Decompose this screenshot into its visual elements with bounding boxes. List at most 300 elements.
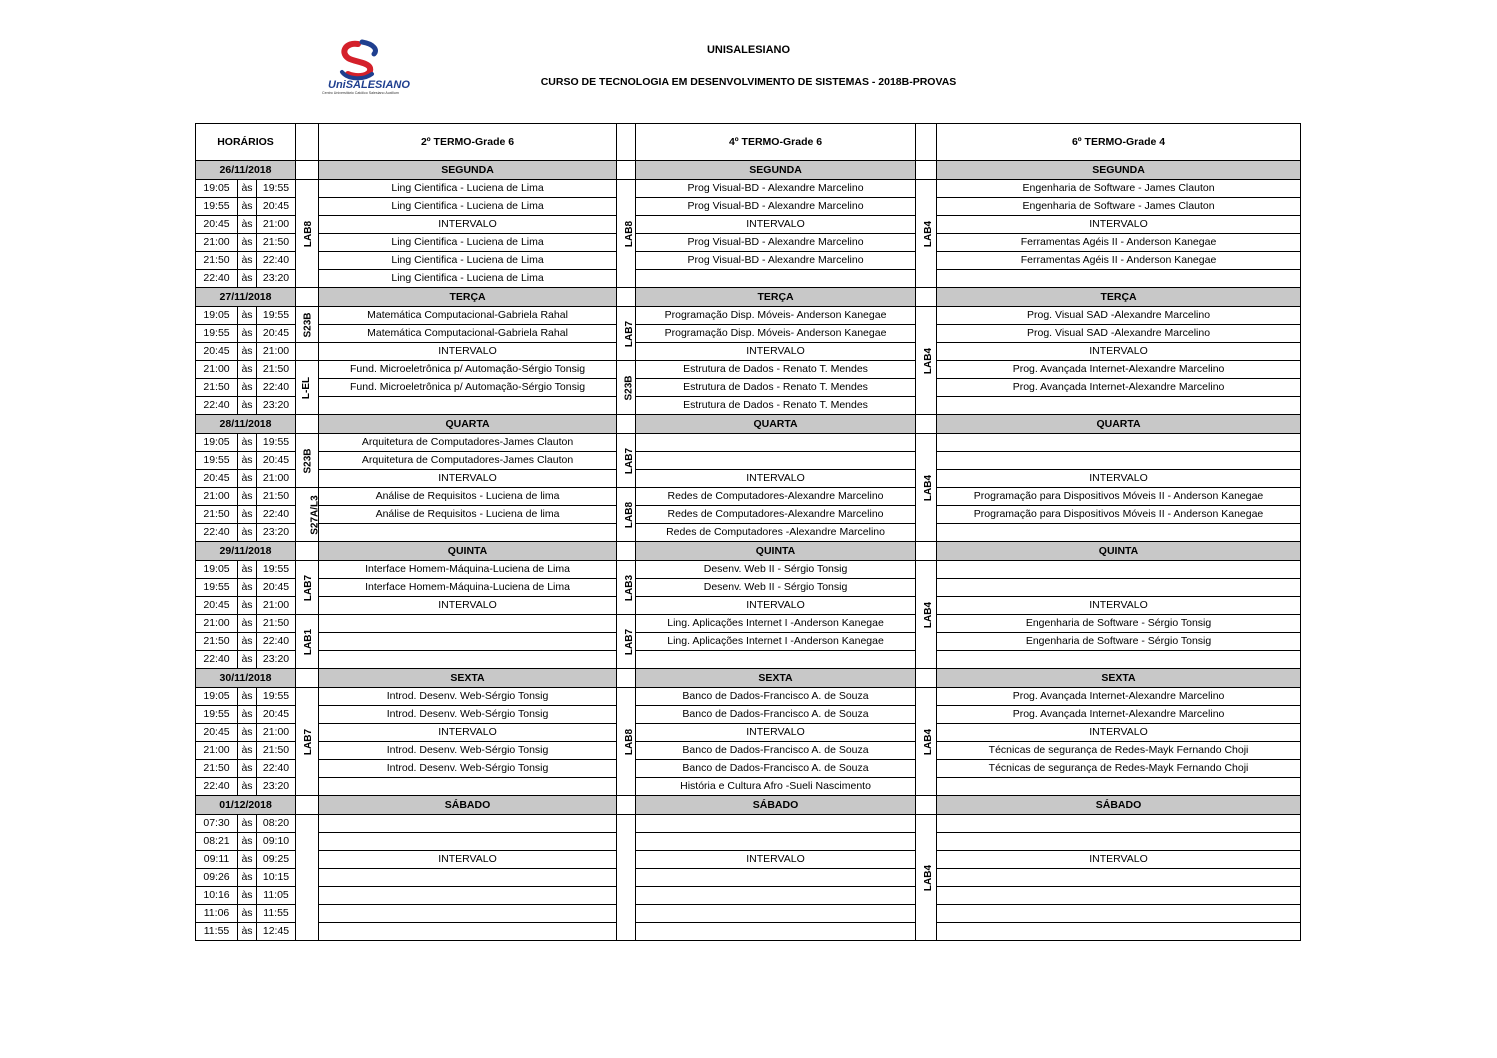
time-end: 23:20 — [257, 270, 296, 288]
exam-cell-t2: Ling Cientifica - Luciena de Lima — [319, 270, 617, 288]
exam-cell-t6: Técnicas de segurança de Redes-Mayk Fernando Choji — [937, 760, 1301, 778]
time-sep: às — [238, 688, 257, 706]
time-start: 22:40 — [196, 397, 238, 415]
room-cell — [296, 361, 319, 415]
time-sep: às — [238, 851, 257, 869]
room-cell — [296, 307, 319, 343]
time-sep: às — [238, 742, 257, 760]
exam-cell-t2: Arquitetura de Computadores-James Clauton — [319, 452, 617, 470]
exam-cell-t6: Programação para Dispositivos Móveis II - Anderson Kanegae — [937, 506, 1301, 524]
exam-cell-t6: INTERVALO — [937, 216, 1301, 234]
exam-cell-t4 — [636, 651, 916, 669]
time-sep: às — [238, 615, 257, 633]
time-sep: às — [238, 524, 257, 542]
exam-cell-t2 — [319, 923, 617, 941]
exam-cell-t2: Introd. Desenv. Web-Sérgio Tonsig — [319, 742, 617, 760]
room-spacer — [296, 415, 319, 434]
day-name-t6: QUINTA — [937, 542, 1301, 561]
room-label: LAB8 — [624, 220, 636, 248]
time-sep: às — [238, 869, 257, 887]
time-start: 19:55 — [196, 325, 238, 343]
time-start: 10:16 — [196, 887, 238, 905]
room-spacer — [916, 796, 937, 815]
day-date: 30/11/2018 — [196, 669, 296, 688]
exam-cell-t2: Arquitetura de Computadores-James Clauton — [319, 434, 617, 452]
room-cell — [617, 488, 636, 542]
exam-cell-t4: Estrutura de Dados - Renato T. Mendes — [636, 379, 916, 397]
exam-cell-t6: Engenharia de Software - James Clauton — [937, 198, 1301, 216]
time-end: 23:20 — [257, 778, 296, 796]
day-name-t2: TERÇA — [319, 288, 617, 307]
exam-cell-t4: História e Cultura Afro -Sueli Nascimento — [636, 778, 916, 796]
exam-cell-t2: Ling Cientifica - Luciena de Lima — [319, 252, 617, 270]
exam-cell-t4 — [636, 270, 916, 288]
room-cell — [296, 615, 319, 669]
time-end: 20:45 — [257, 706, 296, 724]
exam-cell-t6 — [937, 561, 1301, 579]
room-spacer — [296, 542, 319, 561]
time-start: 20:45 — [196, 470, 238, 488]
exam-cell-t6 — [937, 397, 1301, 415]
exam-cell-t6 — [937, 579, 1301, 597]
room-cell — [617, 688, 636, 796]
day-name-t2: SÁBADO — [319, 796, 617, 815]
time-end: 22:40 — [257, 252, 296, 270]
day-date: 29/11/2018 — [196, 542, 296, 561]
exam-cell-t2: Introd. Desenv. Web-Sérgio Tonsig — [319, 688, 617, 706]
exam-cell-t6: Técnicas de segurança de Redes-Mayk Fernando Choji — [937, 742, 1301, 760]
room-cell — [617, 815, 636, 941]
day-name-t4: QUINTA — [636, 542, 916, 561]
time-sep: às — [238, 633, 257, 651]
exam-cell-t6: INTERVALO — [937, 470, 1301, 488]
exam-cell-t4: Prog Visual-BD - Alexandre Marcelino — [636, 198, 916, 216]
room-cell — [617, 180, 636, 288]
exam-cell-t6: Prog. Avançada Internet-Alexandre Marcelino — [937, 379, 1301, 397]
t2-header: 2º TERMO-Grade 6 — [319, 124, 617, 161]
time-end: 22:40 — [257, 506, 296, 524]
time-end: 09:10 — [257, 833, 296, 851]
time-start: 21:50 — [196, 760, 238, 778]
exam-cell-t2: INTERVALO — [319, 851, 617, 869]
time-sep: às — [238, 434, 257, 452]
exam-cell-t4: INTERVALO — [636, 343, 916, 361]
time-start: 19:55 — [196, 452, 238, 470]
time-end: 22:40 — [257, 633, 296, 651]
exam-cell-t6: Engenharia de Software - Sérgio Tonsig — [937, 615, 1301, 633]
exam-cell-t2: Introd. Desenv. Web-Sérgio Tonsig — [319, 706, 617, 724]
time-start: 21:00 — [196, 488, 238, 506]
room-spacer — [296, 288, 319, 307]
exam-cell-t4: Desenv. Web II - Sérgio Tonsig — [636, 579, 916, 597]
exam-cell-t4: Ling. Aplicações Internet I -Anderson Kanegae — [636, 633, 916, 651]
time-start: 08:21 — [196, 833, 238, 851]
room-cell — [617, 434, 636, 488]
exam-cell-t2: Matemática Computacional-Gabriela Rahal — [319, 325, 617, 343]
time-end: 23:20 — [257, 524, 296, 542]
time-start: 11:06 — [196, 905, 238, 923]
exam-cell-t6: INTERVALO — [937, 343, 1301, 361]
exam-cell-t2: INTERVALO — [319, 597, 617, 615]
time-end: 11:55 — [257, 905, 296, 923]
room-cell — [916, 688, 937, 796]
exam-cell-t4: Desenv. Web II - Sérgio Tonsig — [636, 561, 916, 579]
exam-cell-t6 — [937, 452, 1301, 470]
day-name-t4: SEGUNDA — [636, 161, 916, 180]
time-start: 19:55 — [196, 579, 238, 597]
time-start: 22:40 — [196, 270, 238, 288]
exam-cell-t2 — [319, 615, 617, 633]
exam-cell-t2 — [319, 905, 617, 923]
exam-cell-t4 — [636, 815, 916, 833]
time-sep: às — [238, 651, 257, 669]
exam-cell-t2: Análise de Requisitos - Luciena de lima — [319, 506, 617, 524]
exam-cell-t4 — [636, 887, 916, 905]
time-end: 19:55 — [257, 688, 296, 706]
room-cell — [916, 561, 937, 669]
exam-cell-t2: INTERVALO — [319, 343, 617, 361]
exam-cell-t4: Banco de Dados-Francisco A. de Souza — [636, 760, 916, 778]
time-sep: às — [238, 778, 257, 796]
exam-cell-t4: Redes de Computadores-Alexandre Marcelino — [636, 488, 916, 506]
exam-cell-t6: Prog. Visual SAD -Alexandre Marcelino — [937, 325, 1301, 343]
time-end: 21:00 — [257, 343, 296, 361]
time-sep: às — [238, 270, 257, 288]
room-label: S27A/L3 — [309, 495, 321, 535]
room-cell — [296, 434, 319, 488]
exam-cell-t4: Banco de Dados-Francisco A. de Souza — [636, 688, 916, 706]
exam-cell-t2: INTERVALO — [319, 470, 617, 488]
time-end: 21:00 — [257, 470, 296, 488]
time-end: 19:55 — [257, 180, 296, 198]
room-spacer — [296, 796, 319, 815]
exam-cell-t2: INTERVALO — [319, 216, 617, 234]
day-name-t2: QUARTA — [319, 415, 617, 434]
room-cell — [296, 561, 319, 615]
time-end: 21:00 — [257, 724, 296, 742]
time-start: 21:50 — [196, 506, 238, 524]
exam-cell-t4 — [636, 923, 916, 941]
time-end: 19:55 — [257, 434, 296, 452]
time-sep: às — [238, 234, 257, 252]
exam-cell-t6: Engenharia de Software - Sérgio Tonsig — [937, 633, 1301, 651]
exam-cell-t4 — [636, 833, 916, 851]
exam-cell-t4: INTERVALO — [636, 724, 916, 742]
time-end: 21:00 — [257, 216, 296, 234]
time-start: 22:40 — [196, 524, 238, 542]
exam-cell-t6 — [937, 833, 1301, 851]
day-name-t4: QUARTA — [636, 415, 916, 434]
time-end: 21:50 — [257, 361, 296, 379]
time-start: 21:00 — [196, 615, 238, 633]
room-label: LAB7 — [303, 574, 315, 602]
exam-cell-t6: Programação para Dispositivos Móveis II - Anderson Kanegae — [937, 488, 1301, 506]
t4-header: 4º TERMO-Grade 6 — [636, 124, 916, 161]
room-cell — [296, 488, 319, 542]
time-sep: às — [238, 579, 257, 597]
time-start: 09:26 — [196, 869, 238, 887]
exam-cell-t2 — [319, 633, 617, 651]
exam-cell-t4: Prog Visual-BD - Alexandre Marcelino — [636, 252, 916, 270]
exam-cell-t6: Ferramentas Agéis II - Anderson Kanegae — [937, 252, 1301, 270]
day-date: 26/11/2018 — [196, 161, 296, 180]
exam-cell-t4: Banco de Dados-Francisco A. de Souza — [636, 742, 916, 760]
time-start: 20:45 — [196, 724, 238, 742]
day-name-t6: SEGUNDA — [937, 161, 1301, 180]
room-label: LAB4 — [923, 347, 935, 375]
time-sep: às — [238, 252, 257, 270]
room-label: LAB8 — [624, 728, 636, 756]
room-cell — [916, 815, 937, 941]
exam-cell-t6 — [937, 270, 1301, 288]
exam-cell-t6 — [937, 778, 1301, 796]
time-sep: às — [238, 307, 257, 325]
exam-cell-t4: INTERVALO — [636, 597, 916, 615]
time-end: 22:40 — [257, 760, 296, 778]
exam-cell-t4 — [636, 434, 916, 452]
time-end: 19:55 — [257, 561, 296, 579]
room-label: LAB4 — [923, 601, 935, 629]
room-label: LAB7 — [624, 320, 636, 348]
exam-cell-t4 — [636, 452, 916, 470]
room-cell — [916, 307, 937, 415]
day-name-t4: SEXTA — [636, 669, 916, 688]
room-label: LAB8 — [303, 220, 315, 248]
room-header-t4 — [617, 124, 636, 161]
time-start: 21:50 — [196, 252, 238, 270]
day-name-t4: SÁBADO — [636, 796, 916, 815]
day-date: 27/11/2018 — [196, 288, 296, 307]
time-start: 20:45 — [196, 597, 238, 615]
exam-cell-t6 — [937, 869, 1301, 887]
time-start: 19:05 — [196, 434, 238, 452]
day-name-t6: QUARTA — [937, 415, 1301, 434]
room-spacer — [916, 288, 937, 307]
day-name-t2: QUINTA — [319, 542, 617, 561]
time-end: 10:15 — [257, 869, 296, 887]
room-cell — [617, 615, 636, 669]
time-end: 20:45 — [257, 579, 296, 597]
time-start: 09:11 — [196, 851, 238, 869]
svg-text:UniSALESIANO: UniSALESIANO — [328, 79, 410, 91]
time-end: 19:55 — [257, 307, 296, 325]
time-sep: às — [238, 760, 257, 778]
room-spacer — [617, 669, 636, 688]
time-sep: às — [238, 180, 257, 198]
exam-cell-t4: Ling. Aplicações Internet I -Anderson Kanegae — [636, 615, 916, 633]
room-cell — [617, 307, 636, 361]
time-end: 11:05 — [257, 887, 296, 905]
time-start: 22:40 — [196, 651, 238, 669]
room-label: S23B — [623, 375, 635, 401]
room-spacer — [617, 415, 636, 434]
exam-cell-t6 — [937, 887, 1301, 905]
exam-cell-t2: Introd. Desenv. Web-Sérgio Tonsig — [319, 760, 617, 778]
time-start: 07:30 — [196, 815, 238, 833]
time-sep: às — [238, 379, 257, 397]
time-start: 19:05 — [196, 688, 238, 706]
exam-schedule-table — [195, 123, 1301, 941]
exam-cell-t4: Programação Disp. Móveis- Anderson Kanegae — [636, 307, 916, 325]
room-cell — [617, 361, 636, 415]
exam-cell-t4: INTERVALO — [636, 216, 916, 234]
room-cell — [296, 688, 319, 796]
time-sep: às — [238, 488, 257, 506]
room-spacer — [296, 669, 319, 688]
exam-cell-t2 — [319, 815, 617, 833]
time-end: 22:40 — [257, 379, 296, 397]
time-end: 09:25 — [257, 851, 296, 869]
day-date: 01/12/2018 — [196, 796, 296, 815]
exam-cell-t2: Ling Cientifica - Luciena de Lima — [319, 198, 617, 216]
time-sep: às — [238, 361, 257, 379]
time-sep: às — [238, 905, 257, 923]
time-sep: às — [238, 724, 257, 742]
exam-cell-t2 — [319, 869, 617, 887]
exam-cell-t4 — [636, 869, 916, 887]
room-label: S23B — [302, 312, 314, 338]
room-cell — [916, 180, 937, 288]
day-name-t6: SEXTA — [937, 669, 1301, 688]
exam-cell-t6 — [937, 524, 1301, 542]
room-label: LAB1 — [303, 628, 315, 656]
room-spacer — [916, 669, 937, 688]
exam-cell-t6: Prog. Avançada Internet-Alexandre Marcelino — [937, 706, 1301, 724]
time-sep: às — [238, 198, 257, 216]
room-cell — [296, 343, 319, 361]
exam-cell-t2: Interface Homem-Máquina-Luciena de Lima — [319, 561, 617, 579]
time-sep: às — [238, 561, 257, 579]
time-start: 21:00 — [196, 361, 238, 379]
time-start: 21:50 — [196, 379, 238, 397]
time-start: 19:55 — [196, 198, 238, 216]
room-label: L-EL — [301, 376, 313, 400]
exam-cell-t4: Banco de Dados-Francisco A. de Souza — [636, 706, 916, 724]
institution-title: UNISALESIANO — [706, 44, 791, 56]
room-header-t6 — [916, 124, 937, 161]
exam-cell-t6: INTERVALO — [937, 851, 1301, 869]
time-sep: às — [238, 452, 257, 470]
exam-cell-t6 — [937, 434, 1301, 452]
room-cell — [916, 434, 937, 542]
time-end: 21:50 — [257, 234, 296, 252]
times-header: HORÁRIOS — [196, 124, 296, 161]
exam-cell-t4: Estrutura de Dados - Renato T. Mendes — [636, 361, 916, 379]
t6-header: 6º TERMO-Grade 4 — [937, 124, 1301, 161]
time-end: 20:45 — [257, 452, 296, 470]
exam-cell-t4: INTERVALO — [636, 470, 916, 488]
exam-cell-t4: Estrutura de Dados - Renato T. Mendes — [636, 397, 916, 415]
room-spacer — [617, 161, 636, 180]
svg-text:Centro Universitário Católico: Centro Universitário Católico Salesiano Auxilium — [322, 91, 399, 95]
room-label: LAB4 — [923, 864, 935, 892]
room-spacer — [617, 288, 636, 307]
exam-cell-t6: Ferramentas Agéis II - Anderson Kanegae — [937, 234, 1301, 252]
exam-cell-t4: Prog Visual-BD - Alexandre Marcelino — [636, 180, 916, 198]
exam-cell-t2: Fund. Microeletrônica p/ Automação-Sérgio Tonsig — [319, 379, 617, 397]
room-header-t2 — [296, 124, 319, 161]
exam-cell-t2 — [319, 887, 617, 905]
time-start: 22:40 — [196, 778, 238, 796]
room-label: LAB4 — [923, 474, 935, 502]
exam-cell-t2 — [319, 778, 617, 796]
exam-cell-t2 — [319, 651, 617, 669]
time-start: 19:05 — [196, 561, 238, 579]
exam-cell-t2 — [319, 397, 617, 415]
exam-cell-t2: Análise de Requisitos - Luciena de lima — [319, 488, 617, 506]
exam-cell-t6: Engenharia de Software - James Clauton — [937, 180, 1301, 198]
time-sep: às — [238, 833, 257, 851]
exam-cell-t2: Ling Cientifica - Luciena de Lima — [319, 180, 617, 198]
time-end: 21:50 — [257, 615, 296, 633]
time-start: 19:05 — [196, 180, 238, 198]
exam-cell-t6 — [937, 651, 1301, 669]
time-sep: às — [238, 887, 257, 905]
time-start: 20:45 — [196, 343, 238, 361]
exam-cell-t4: INTERVALO — [636, 851, 916, 869]
exam-cell-t6: INTERVALO — [937, 597, 1301, 615]
room-spacer — [617, 796, 636, 815]
room-spacer — [296, 161, 319, 180]
day-date: 28/11/2018 — [196, 415, 296, 434]
time-sep: às — [238, 597, 257, 615]
exam-cell-t4 — [636, 905, 916, 923]
exam-cell-t2: Ling Cientifica - Luciena de Lima — [319, 234, 617, 252]
room-label: LAB3 — [624, 574, 636, 602]
exam-cell-t6 — [937, 815, 1301, 833]
time-sep: às — [238, 470, 257, 488]
time-end: 08:20 — [257, 815, 296, 833]
room-label: LAB7 — [624, 447, 636, 475]
exam-cell-t6: INTERVALO — [937, 724, 1301, 742]
time-sep: às — [238, 397, 257, 415]
exam-cell-t6: Prog. Avançada Internet-Alexandre Marcelino — [937, 361, 1301, 379]
exam-cell-t6: Prog. Visual SAD -Alexandre Marcelino — [937, 307, 1301, 325]
day-name-t2: SEXTA — [319, 669, 617, 688]
time-start: 21:50 — [196, 633, 238, 651]
time-sep: às — [238, 506, 257, 524]
room-cell — [296, 180, 319, 288]
room-cell — [296, 815, 319, 941]
time-start: 21:00 — [196, 742, 238, 760]
day-name-t6: TERÇA — [937, 288, 1301, 307]
time-end: 21:50 — [257, 488, 296, 506]
exam-cell-t4: Prog Visual-BD - Alexandre Marcelino — [636, 234, 916, 252]
time-sep: às — [238, 923, 257, 941]
day-name-t4: TERÇA — [636, 288, 916, 307]
exam-cell-t2 — [319, 833, 617, 851]
time-sep: às — [238, 216, 257, 234]
exam-cell-t2: Interface Homem-Máquina-Luciena de Lima — [319, 579, 617, 597]
room-spacer — [916, 161, 937, 180]
exam-cell-t6 — [937, 923, 1301, 941]
time-start: 11:55 — [196, 923, 238, 941]
exam-cell-t4: Programação Disp. Móveis- Anderson Kanegae — [636, 325, 916, 343]
time-start: 20:45 — [196, 216, 238, 234]
time-end: 12:45 — [257, 923, 296, 941]
time-end: 23:20 — [257, 397, 296, 415]
room-cell — [617, 561, 636, 615]
room-label: LAB4 — [923, 728, 935, 756]
exam-cell-t4: Redes de Computadores-Alexandre Marcelino — [636, 506, 916, 524]
time-end: 21:50 — [257, 742, 296, 760]
time-sep: às — [238, 706, 257, 724]
course-title: CURSO DE TECNOLOGIA EM DESENVOLVIMENTO DE SISTEMAS - 2018B-PROVAS — [540, 76, 957, 88]
time-start: 19:05 — [196, 307, 238, 325]
room-spacer — [916, 542, 937, 561]
time-end: 20:45 — [257, 325, 296, 343]
room-label: LAB4 — [923, 220, 935, 248]
